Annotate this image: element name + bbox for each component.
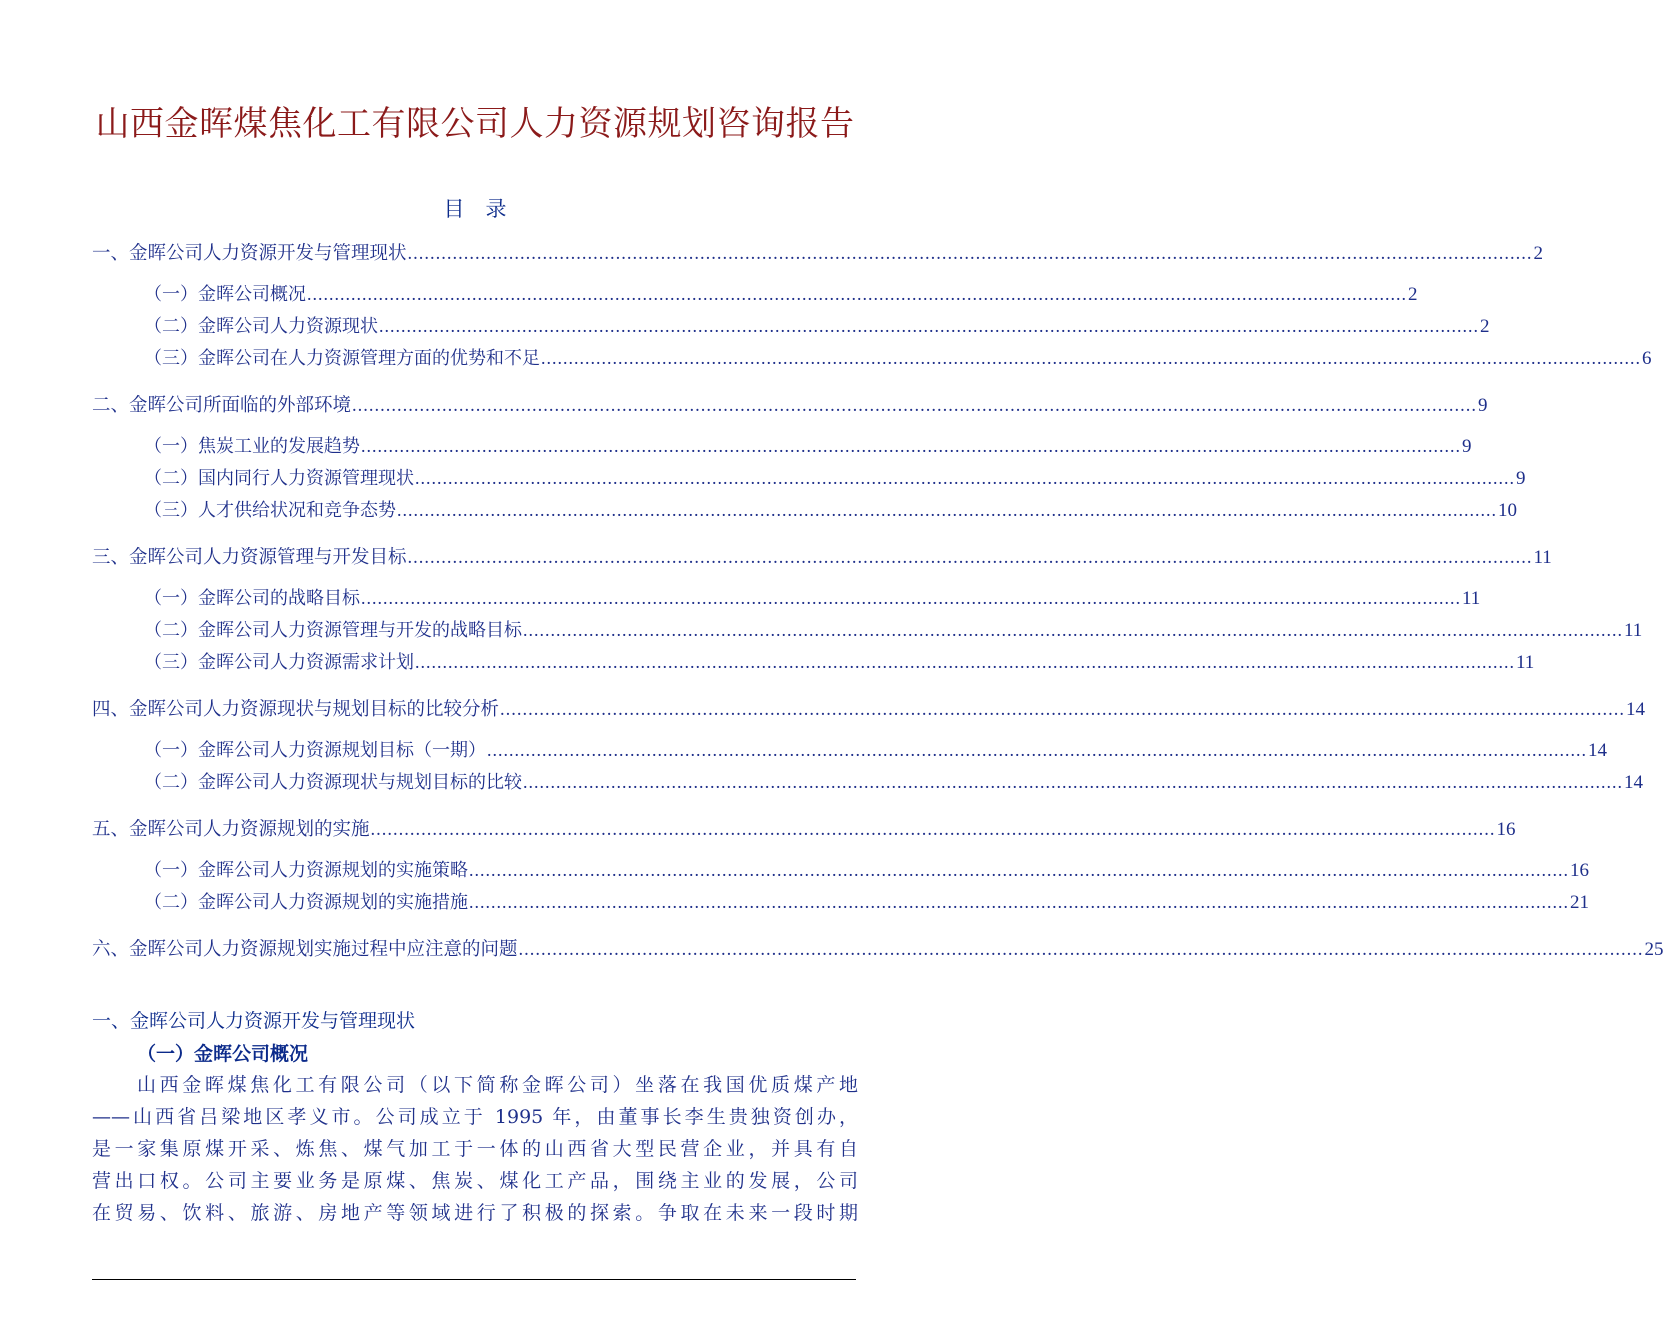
toc-entry-text: 五、金晖公司人力资源规划的实施: [92, 819, 370, 840]
toc-entry-text: （二）金晖公司人力资源规划的实施措施: [144, 892, 468, 913]
toc-page-number: 16: [1496, 819, 1516, 840]
toc-page-number: 2: [1533, 243, 1544, 264]
toc-leader: ........................................................................................................................................................................................................: [361, 588, 1461, 608]
toc-page-number: 14: [1626, 699, 1646, 720]
toc-subentry[interactable]: [144, 583, 1481, 613]
toc-leader: ........................................................................................................................................................................................................: [352, 396, 1478, 416]
paragraph-line: 在贸易、饮料、旅游、房地产等领域进行了积极的探索。争取在未来一段时期: [92, 1202, 858, 1224]
toc-page-number: 14: [1588, 740, 1607, 761]
toc-page-number: 21: [1570, 892, 1589, 913]
toc-page-number: 11: [1624, 620, 1643, 641]
toc-leader: ........................................................................................................................................................................................................: [415, 652, 1515, 672]
toc-subentry[interactable]: [144, 615, 1643, 645]
toc-entry[interactable]: [92, 935, 1664, 965]
toc-page-number: 11: [1533, 547, 1552, 568]
toc-subentry[interactable]: [144, 311, 1490, 341]
toc-entry-text: （二）国内同行人力资源管理现状: [144, 468, 414, 489]
toc-leader: ........................................................................................................................................................................................................: [523, 772, 1623, 792]
toc-entry-text: （一）焦炭工业的发展趋势: [144, 436, 360, 457]
toc-subentry[interactable]: [144, 735, 1607, 765]
toc-page-number: 2: [1408, 284, 1418, 305]
toc-leader: ........................................................................................................................................................................................................: [541, 348, 1641, 368]
toc-entry-text: （一）金晖公司的战略目标: [144, 588, 360, 609]
paragraph-line: 山西金晖煤焦化工有限公司（以下简称金晖公司）坐落在我国优质煤产地: [137, 1074, 858, 1096]
toc-subentry[interactable]: [144, 343, 1652, 373]
toc-entry-text: 二、金晖公司所面临的外部环境: [92, 395, 352, 416]
paragraph-line: 是一家集原煤开采、炼焦、煤气加工于一体的山西省大型民营企业，并具有自: [92, 1138, 858, 1160]
toc-leader: ........................................................................................................................................................................................................: [379, 316, 1479, 336]
toc-page-number: 2: [1480, 316, 1490, 337]
paragraph-line: 营出口权。公司主要业务是原煤、焦炭、煤化工产品，围绕主业的发展，公司: [92, 1170, 858, 1192]
toc-entry-text: （三）金晖公司人力资源需求计划: [144, 652, 414, 673]
toc-leader: ........................................................................................................................................................................................................: [500, 700, 1626, 720]
toc-entry-text: （三）金晖公司在人力资源管理方面的优势和不足: [144, 348, 540, 369]
toc-page-number: 9: [1478, 395, 1488, 416]
footer-rule: [92, 1279, 856, 1280]
toc-page-number: 9: [1516, 468, 1526, 489]
toc-entry-text: （二）金晖公司人力资源现状: [144, 316, 378, 337]
toc-subentry[interactable]: [144, 431, 1472, 461]
toc-page-number: 14: [1624, 772, 1643, 793]
toc-leader: ........................................................................................................................................................................................................: [307, 284, 1407, 304]
section-heading: 一、金晖公司人力资源开发与管理现状: [92, 1010, 416, 1032]
toc-leader: ........................................................................................................................................................................................................: [370, 820, 1496, 840]
toc-subentry[interactable]: [144, 279, 1418, 309]
paragraph-line: ——山西省吕梁地区孝义市。公司成立于 1995 年，由董事长李生贵独资创办，: [92, 1106, 858, 1128]
document-title: 山西金晖煤焦化工有限公司人力资源规划咨询报告: [95, 104, 855, 144]
toc-entry[interactable]: [92, 815, 1516, 845]
toc-page-number: 9: [1462, 436, 1472, 457]
toc-subentry[interactable]: [144, 647, 1535, 677]
toc-entry[interactable]: [92, 391, 1488, 421]
toc-page-number: 25: [1644, 939, 1664, 960]
toc-page-number: 6: [1642, 348, 1652, 369]
toc-leader: ........................................................................................................................................................................................................: [469, 860, 1569, 880]
toc-entry-text: （三）人才供给状况和竞争态势: [144, 500, 396, 521]
toc-leader: ........................................................................................................................................................................................................: [487, 740, 1587, 760]
toc-entry-text: （一）金晖公司人力资源规划目标（一期）: [144, 740, 486, 761]
toc-entry-text: （一）金晖公司人力资源规划的实施策略: [144, 860, 468, 881]
toc-entry-text: 一、金晖公司人力资源开发与管理现状: [92, 243, 407, 264]
toc-subentry[interactable]: [144, 495, 1517, 525]
toc-heading: 目 录: [443, 197, 507, 221]
toc-page-number: 10: [1498, 500, 1517, 521]
toc-entry[interactable]: [92, 695, 1646, 725]
toc-entry-text: 六、金晖公司人力资源规划实施过程中应注意的问题: [92, 939, 518, 960]
toc-page-number: 11: [1462, 588, 1481, 609]
toc-entry-text: （二）金晖公司人力资源管理与开发的战略目标: [144, 620, 522, 641]
toc-page-number: 16: [1570, 860, 1589, 881]
toc-leader: ........................................................................................................................................................................................................: [397, 500, 1497, 520]
toc-subentry[interactable]: [144, 855, 1589, 885]
toc-leader: ........................................................................................................................................................................................................: [469, 892, 1569, 912]
toc-leader: ........................................................................................................................................................................................................: [523, 620, 1623, 640]
toc-subentry[interactable]: [144, 767, 1643, 797]
toc-entry[interactable]: [92, 543, 1552, 573]
toc-leader: ........................................................................................................................................................................................................: [415, 468, 1515, 488]
toc-subentry[interactable]: [144, 463, 1526, 493]
toc-page-number: 11: [1516, 652, 1535, 673]
toc-leader: ........................................................................................................................................................................................................: [407, 548, 1533, 568]
toc-entry-text: （二）金晖公司人力资源现状与规划目标的比较: [144, 772, 522, 793]
toc-leader: ........................................................................................................................................................................................................: [361, 436, 1461, 456]
toc-entry-text: （一）金晖公司概况: [144, 284, 306, 305]
toc-leader: ........................................................................................................................................................................................................: [407, 244, 1533, 264]
toc-subentry[interactable]: [144, 887, 1589, 917]
toc-entry[interactable]: [92, 239, 1544, 269]
toc-entry-text: 四、金晖公司人力资源现状与规划目标的比较分析: [92, 699, 500, 720]
toc-entry-text: 三、金晖公司人力资源管理与开发目标: [92, 547, 407, 568]
toc-leader: ........................................................................................................................................................................................................: [518, 940, 1644, 960]
subsection-heading: （一）金晖公司概况: [137, 1043, 309, 1065]
